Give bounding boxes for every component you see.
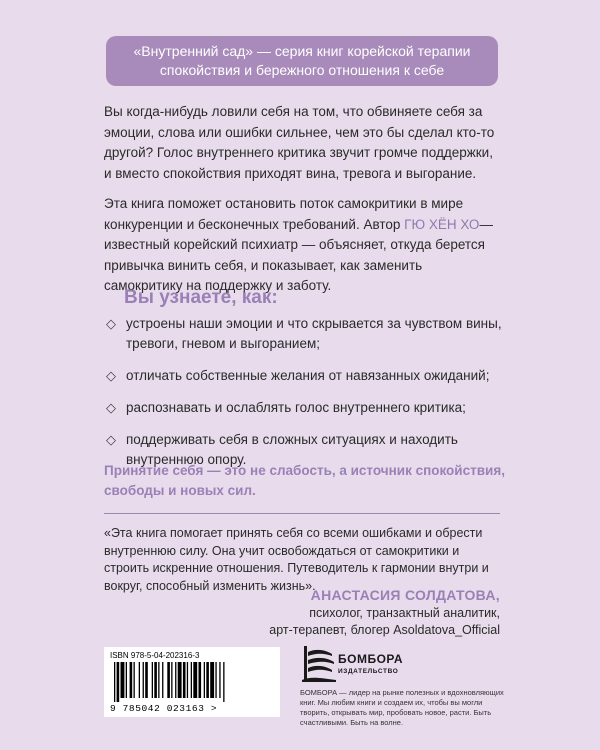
learn-heading: Вы узнаете, как:: [124, 287, 278, 308]
barcode-number: 9 785042 023163 >: [110, 703, 218, 714]
endorser-role: [200, 605, 500, 639]
endorsement-quote: «Эта книга помогает принять себя со всеми ошибками и обрести внутреннюю силу. Она учит освобождаться от самокритики и строить искренние отношения. Путеводитель к гармонии внутри и вокруг, способный изменить жизнь».: [104, 526, 489, 593]
description-paragraph: [104, 194, 504, 297]
endorser-role-line-1: психолог, транзактный аналитик,: [309, 606, 500, 620]
publisher-name: БОМБОРА: [338, 652, 404, 666]
description-text-after: — известный корейский психиатр — объясняет, откуда берется привычка винить себя, и показывает, как заменить самокритику на поддержку и заботу.: [104, 216, 493, 293]
list-item: [104, 314, 504, 354]
list-item: [104, 398, 504, 418]
diamond-bullet-icon: ◇: [106, 316, 116, 331]
learn-list: [104, 314, 504, 482]
list-item-text: отличать собственные желания от навязанных ожиданий;: [126, 368, 490, 383]
list-item-text: распознавать и ослаблять голос внутреннего критика;: [126, 400, 466, 415]
description-text-before: Эта книга поможет остановить поток самокритики в мире конкуренции и бесконечных требований. Автор: [104, 196, 464, 232]
banner-line-2: спокойствия и бережного отношения к себе: [159, 62, 445, 78]
list-item: [104, 366, 504, 386]
series-banner: [106, 36, 498, 86]
diamond-bullet-icon: ◇: [106, 368, 116, 383]
endorser-role-line-2: арт-терапевт, блогер Asoldatova_Official: [269, 623, 500, 637]
publisher-subtitle: ИЗДАТЕЛЬСТВО: [338, 668, 399, 675]
diamond-bullet-icon: ◇: [106, 432, 116, 447]
diamond-bullet-icon: ◇: [106, 400, 116, 415]
banner-line-1: «Внутренний сад» — серия книг корейской терапии: [133, 43, 471, 59]
barcode-bars-icon: [110, 662, 274, 702]
list-item-text: поддерживать себя в сложных ситуациях и находить внутреннюю опору.: [126, 432, 458, 467]
divider: [104, 513, 500, 514]
isbn-label: ISBN 978-5-04-202316-3: [110, 651, 200, 660]
author-name: ГЮ ХЁН ХО: [404, 216, 480, 232]
tagline: Принятие себя — это не слабость, а источник спокойствия, свободы и новых сил.: [104, 463, 505, 498]
intro-paragraph: Вы когда-нибудь ловили себя на том, что обвиняете себя за эмоции, слова или ошибки сильнее, чем это бы сделал кто-то другой? Голос внутреннего критика звучит громче поддержки, и вместо спокойствия приходят вина, тревога и выгорание.: [104, 104, 495, 181]
endorser-name: АНАСТАСИЯ СОЛДАТОВА,: [310, 587, 500, 603]
publisher-description: БОМБОРА — лидер на рынке полезных и вдохновляющих книг. Мы любим книги и создаем их, чтобы вы могли творить, открывать мир, пробовать новое, расти. Быть счастливыми. Быть на волне.: [300, 688, 504, 727]
barcode: [104, 647, 280, 717]
bombora-logo-icon: [300, 644, 340, 684]
list-item-text: устроены наши эмоции и что скрывается за чувством вины, тревоги, гневом и выгоранием;: [126, 316, 502, 351]
